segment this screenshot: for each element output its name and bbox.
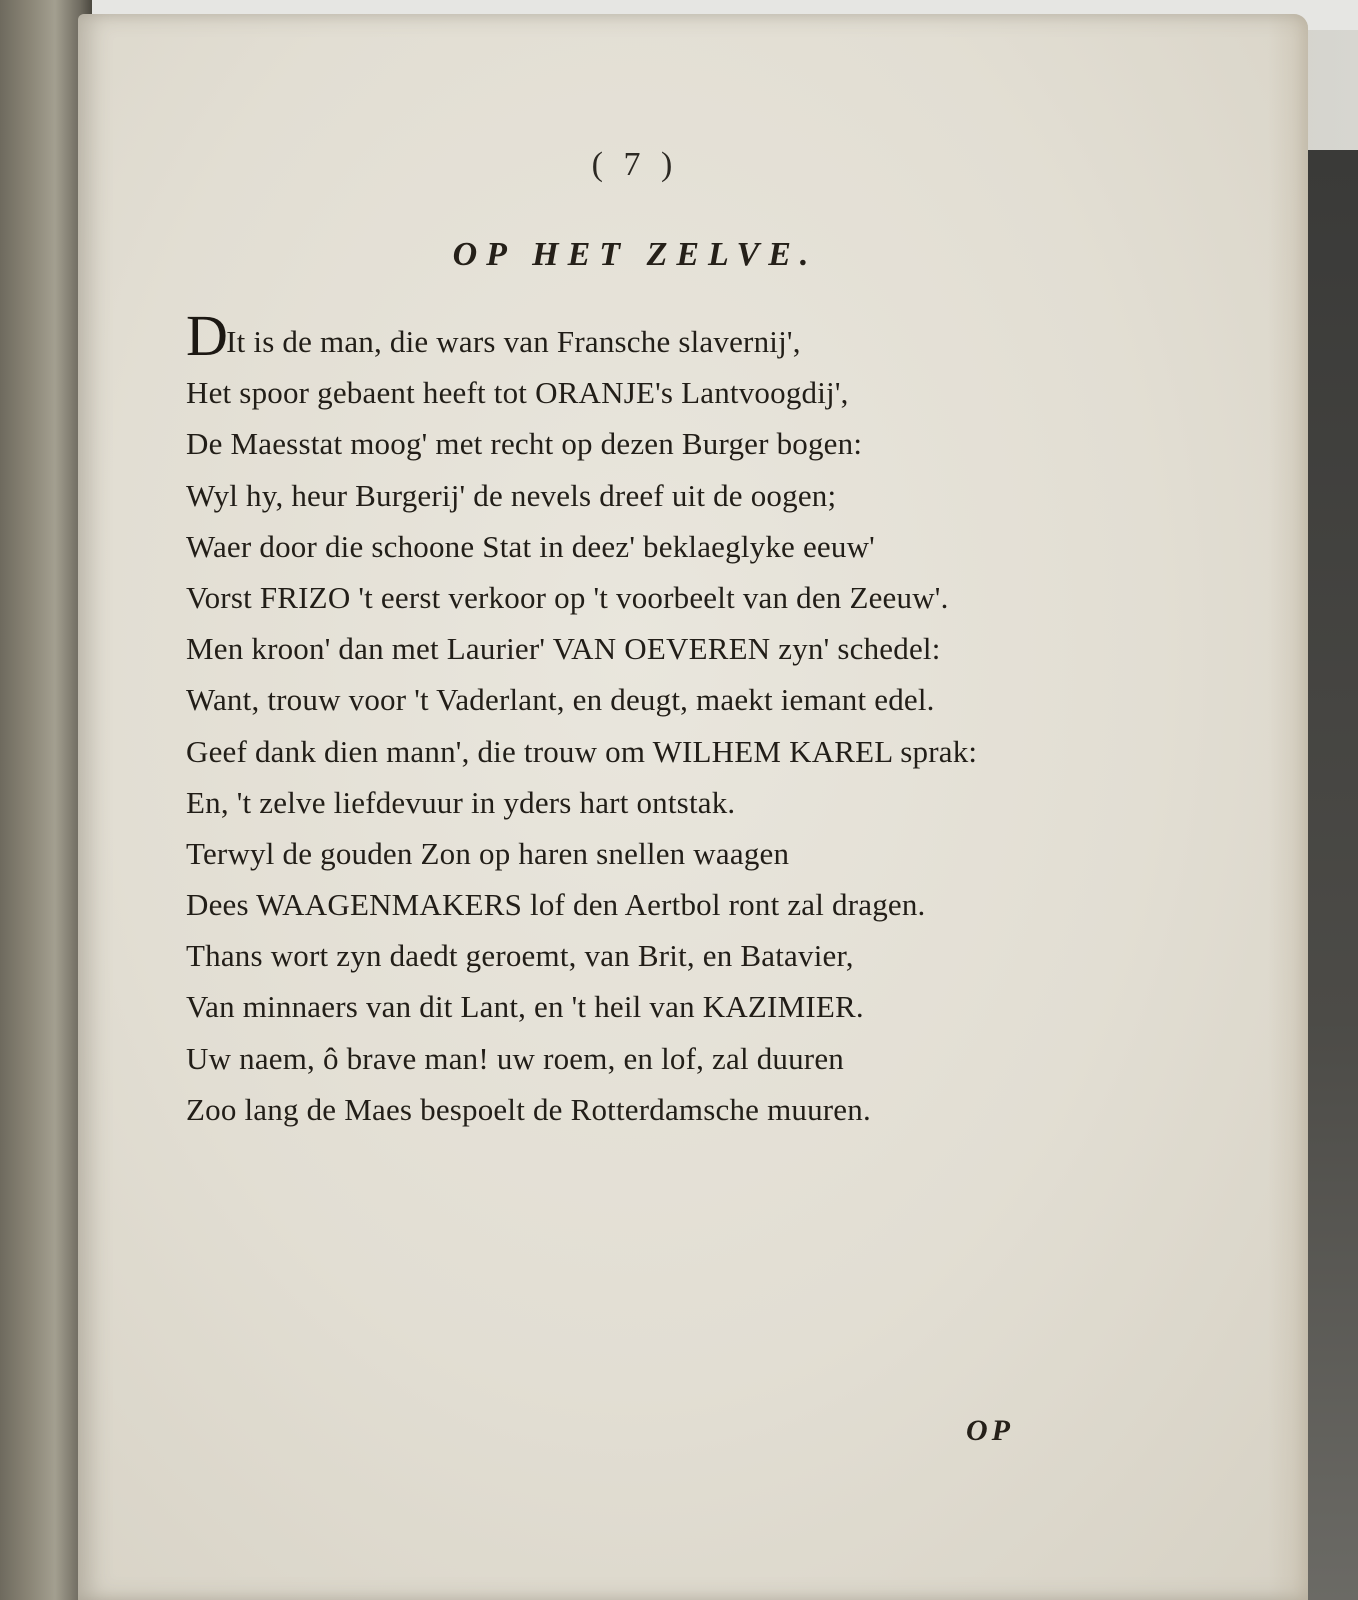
- poem-line: Thans wort zyn daedt geroemt, van Brit, en Batavier,: [186, 938, 854, 974]
- page-number: ( 7 ): [591, 146, 679, 183]
- catchword: OP: [966, 1414, 1014, 1447]
- poem-line: Geef dank dien mann', die trouw om WILHEM KAREL sprak:: [186, 733, 978, 769]
- poem-line: Vorst FRIZO 't eerst verkoor op 't voorbeelt van den Zeeuw'.: [186, 579, 949, 615]
- poem-line: Want, trouw voor 't Vaderlant, en deugt, maekt iemant edel.: [186, 682, 935, 718]
- poem-line: [186, 303, 1146, 368]
- poem-heading: OP HET ZELVE.: [452, 236, 818, 273]
- poem-line: Wyl hy, heur Burgerij' de nevels dreef uit de oogen;: [186, 477, 837, 513]
- book-page: [78, 14, 1308, 1600]
- poem-line: Zoo lang de Maes bespoelt de Rotterdamsche muuren.: [186, 1091, 871, 1127]
- page-edge: [1268, 14, 1308, 1600]
- poem-text: [186, 303, 1146, 1135]
- poem-line: En, 't zelve liefdevuur in yders hart ontstak.: [186, 784, 736, 820]
- poem-line: Uw naem, ô brave man! uw roem, en lof, zal duuren: [186, 1040, 844, 1076]
- poem-line: Het spoor gebaent heeft tot ORANJE's Lantvoogdij',: [186, 375, 849, 411]
- drop-cap: D: [186, 303, 229, 368]
- poem-line: Men kroon' dan met Laurier' VAN OEVEREN zyn' schedel:: [186, 631, 941, 667]
- poem-line: De Maesstat moog' met recht op dezen Burger bogen:: [186, 426, 863, 462]
- poem-line: Terwyl de gouden Zon op haren snellen waagen: [186, 835, 790, 871]
- poem-line: Dees WAAGENMAKERS lof den Aertbol ront zal dragen.: [186, 887, 926, 923]
- poem-line: Van minnaers van dit Lant, en 't heil van KAZIMIER.: [186, 989, 864, 1025]
- poem-line: Waer door die schoone Stat in deez' beklaeglyke eeuw': [186, 528, 875, 564]
- poem-line-text: It is de man, die wars van Fransche slavernij',: [226, 324, 801, 359]
